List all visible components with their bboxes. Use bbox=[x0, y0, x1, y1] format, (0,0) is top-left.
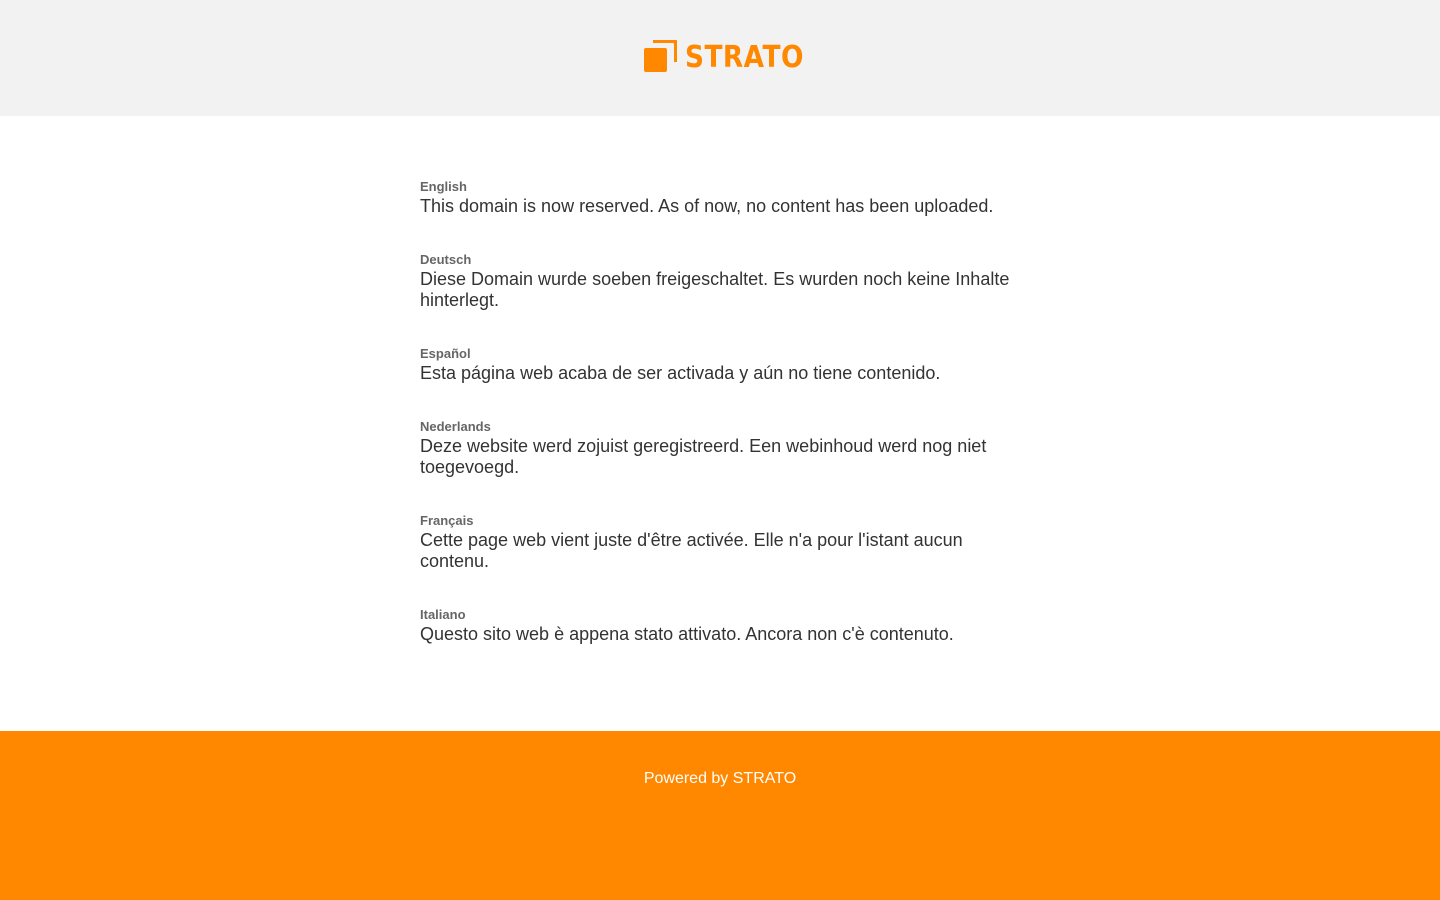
lang-message: Esta página web acaba de ser activada y aún no tiene contenido. bbox=[420, 363, 941, 383]
lang-name: Español bbox=[420, 346, 471, 361]
logo-wordmark: STRATO bbox=[685, 39, 804, 75]
strato-logo-icon bbox=[644, 40, 677, 73]
lang-name: Deutsch bbox=[420, 252, 472, 267]
lang-name: Italiano bbox=[420, 607, 466, 622]
lang-block-espanol bbox=[420, 345, 1020, 384]
lang-message: Deze website werd zojuist geregistreerd. Een webinhoud werd nog niet toegevoegd. bbox=[420, 436, 987, 477]
lang-name: English bbox=[420, 179, 467, 194]
lang-block-deutsch bbox=[420, 251, 1020, 311]
lang-message: Diese Domain wurde soeben freigeschaltet. Es wurden noch keine Inhalte hinterlegt. bbox=[420, 269, 1010, 310]
lang-name: Français bbox=[420, 513, 474, 528]
lang-block-english bbox=[420, 178, 1020, 217]
language-list bbox=[420, 178, 1020, 679]
page-header bbox=[0, 0, 1440, 116]
page-footer bbox=[0, 731, 1440, 900]
lang-message: Cette page web vient juste d'être activée. Elle n'a pour l'istant aucun contenu. bbox=[420, 530, 963, 571]
strato-logo[interactable] bbox=[644, 39, 820, 73]
lang-block-nederlands bbox=[420, 418, 1020, 478]
lang-block-francais bbox=[420, 512, 1020, 572]
lang-message: This domain is now reserved. As of now, no content has been uploaded. bbox=[420, 196, 994, 216]
lang-block-italiano bbox=[420, 606, 1020, 645]
powered-by-text: Powered by STRATO bbox=[643, 770, 797, 787]
lang-message: Questo sito web è appena stato attivato. Ancora non c'è contenuto. bbox=[420, 624, 954, 644]
lang-name: Nederlands bbox=[420, 419, 491, 434]
